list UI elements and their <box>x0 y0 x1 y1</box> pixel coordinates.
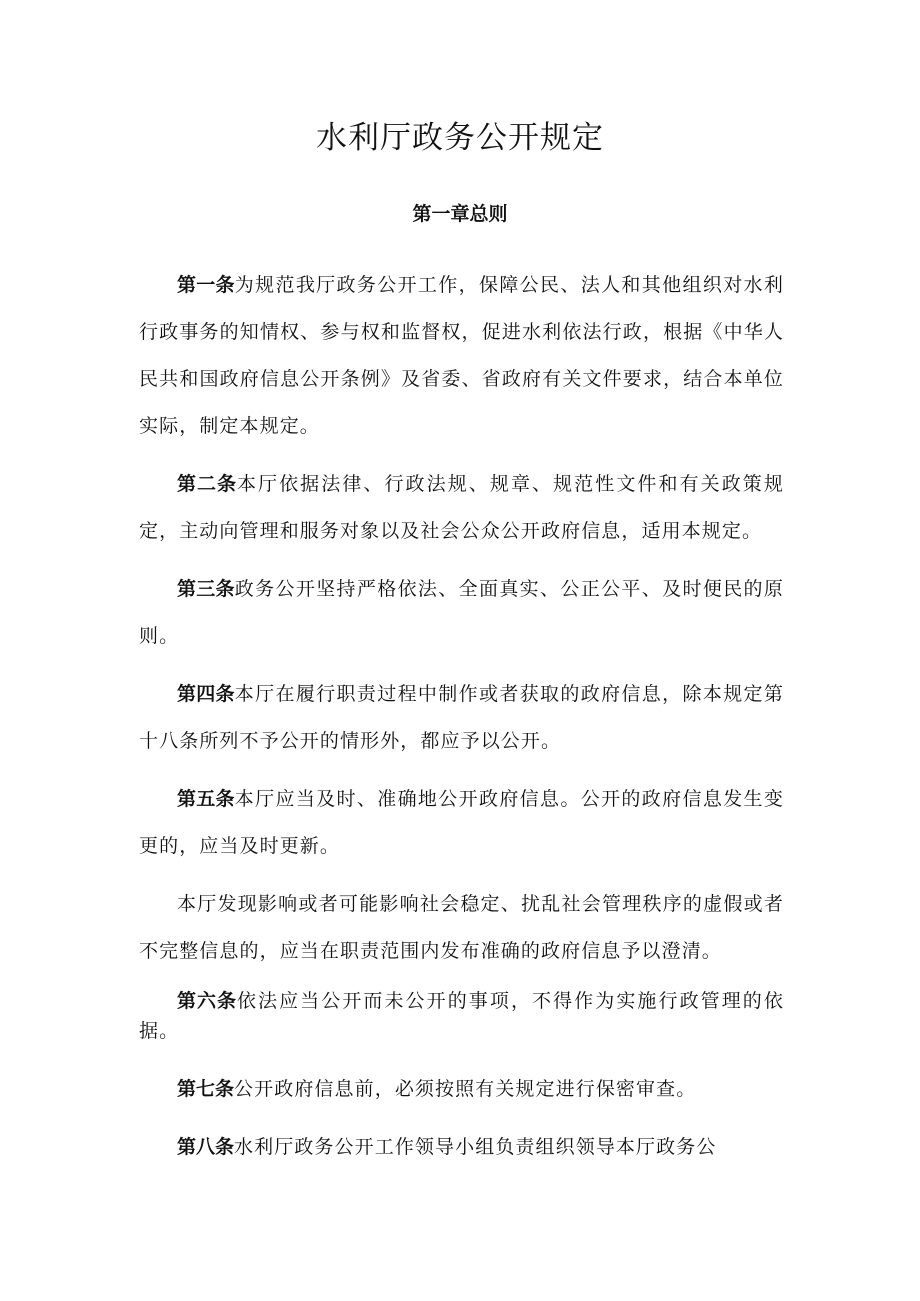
article-8 <box>139 1124 784 1171</box>
article-label: 第三条 <box>177 578 235 600</box>
article-label: 第七条 <box>177 1078 235 1100</box>
article-label: 第四条 <box>177 683 235 705</box>
article-2 <box>139 461 784 555</box>
article-5-continuation <box>139 881 784 975</box>
article-7 <box>139 1066 784 1113</box>
article-3 <box>139 566 784 660</box>
article-label: 第八条 <box>177 1136 235 1158</box>
article-label: 第一条 <box>177 274 235 296</box>
article-6 <box>139 986 784 1046</box>
article-1 <box>139 262 784 450</box>
article-text: 公开政府信息前，必须按照有关规定进行保密审查。 <box>234 1078 697 1100</box>
article-label: 第六条 <box>177 990 237 1012</box>
document-body <box>139 262 784 1182</box>
article-text: 政务公开坚持严格依法、全面真实、公正公平、及时便民的原则。 <box>139 578 784 647</box>
article-text: 为规范我厅政务公开工作，保障公民、法人和其他组织对水利行政事务的知情权、参与权和监督权，促进水利依法行政，根据《中华人民共和国政府信息公开条例》及省委、省政府有关文件要求，结合本单位实际，制定本规定。 <box>139 274 784 437</box>
article-text: 本厅在履行职责过程中制作或者获取的政府信息，除本规定第十八条所列不予公开的情形外，都应予以公开。 <box>139 683 784 752</box>
article-label: 第二条 <box>177 473 237 495</box>
article-4 <box>139 671 784 765</box>
article-5 <box>139 776 784 870</box>
article-text: 依法应当公开而未公开的事项，不得作为实施行政管理的依据。 <box>139 990 784 1042</box>
article-text: 水利厅政务公开工作领导小组负责组织领导本厅政务公 <box>234 1136 717 1158</box>
article-text: 本厅依据法律、行政法规、规章、规范性文件和有关政策规定，主动向管理和服务对象以及社会公众公开政府信息，适用本规定。 <box>139 473 784 542</box>
document-title: 水利厅政务公开规定 <box>316 120 604 156</box>
chapter-heading: 第一章总则 <box>412 203 508 225</box>
article-text: 本厅发现影响或者可能影响社会稳定、扰乱社会管理秩序的虚假或者不完整信息的，应当在职责范围内发布准确的政府信息予以澄清。 <box>139 893 784 962</box>
article-label: 第五条 <box>177 788 235 810</box>
article-text: 本厅应当及时、准确地公开政府信息。公开的政府信息发生变更的，应当及时更新。 <box>139 788 784 857</box>
